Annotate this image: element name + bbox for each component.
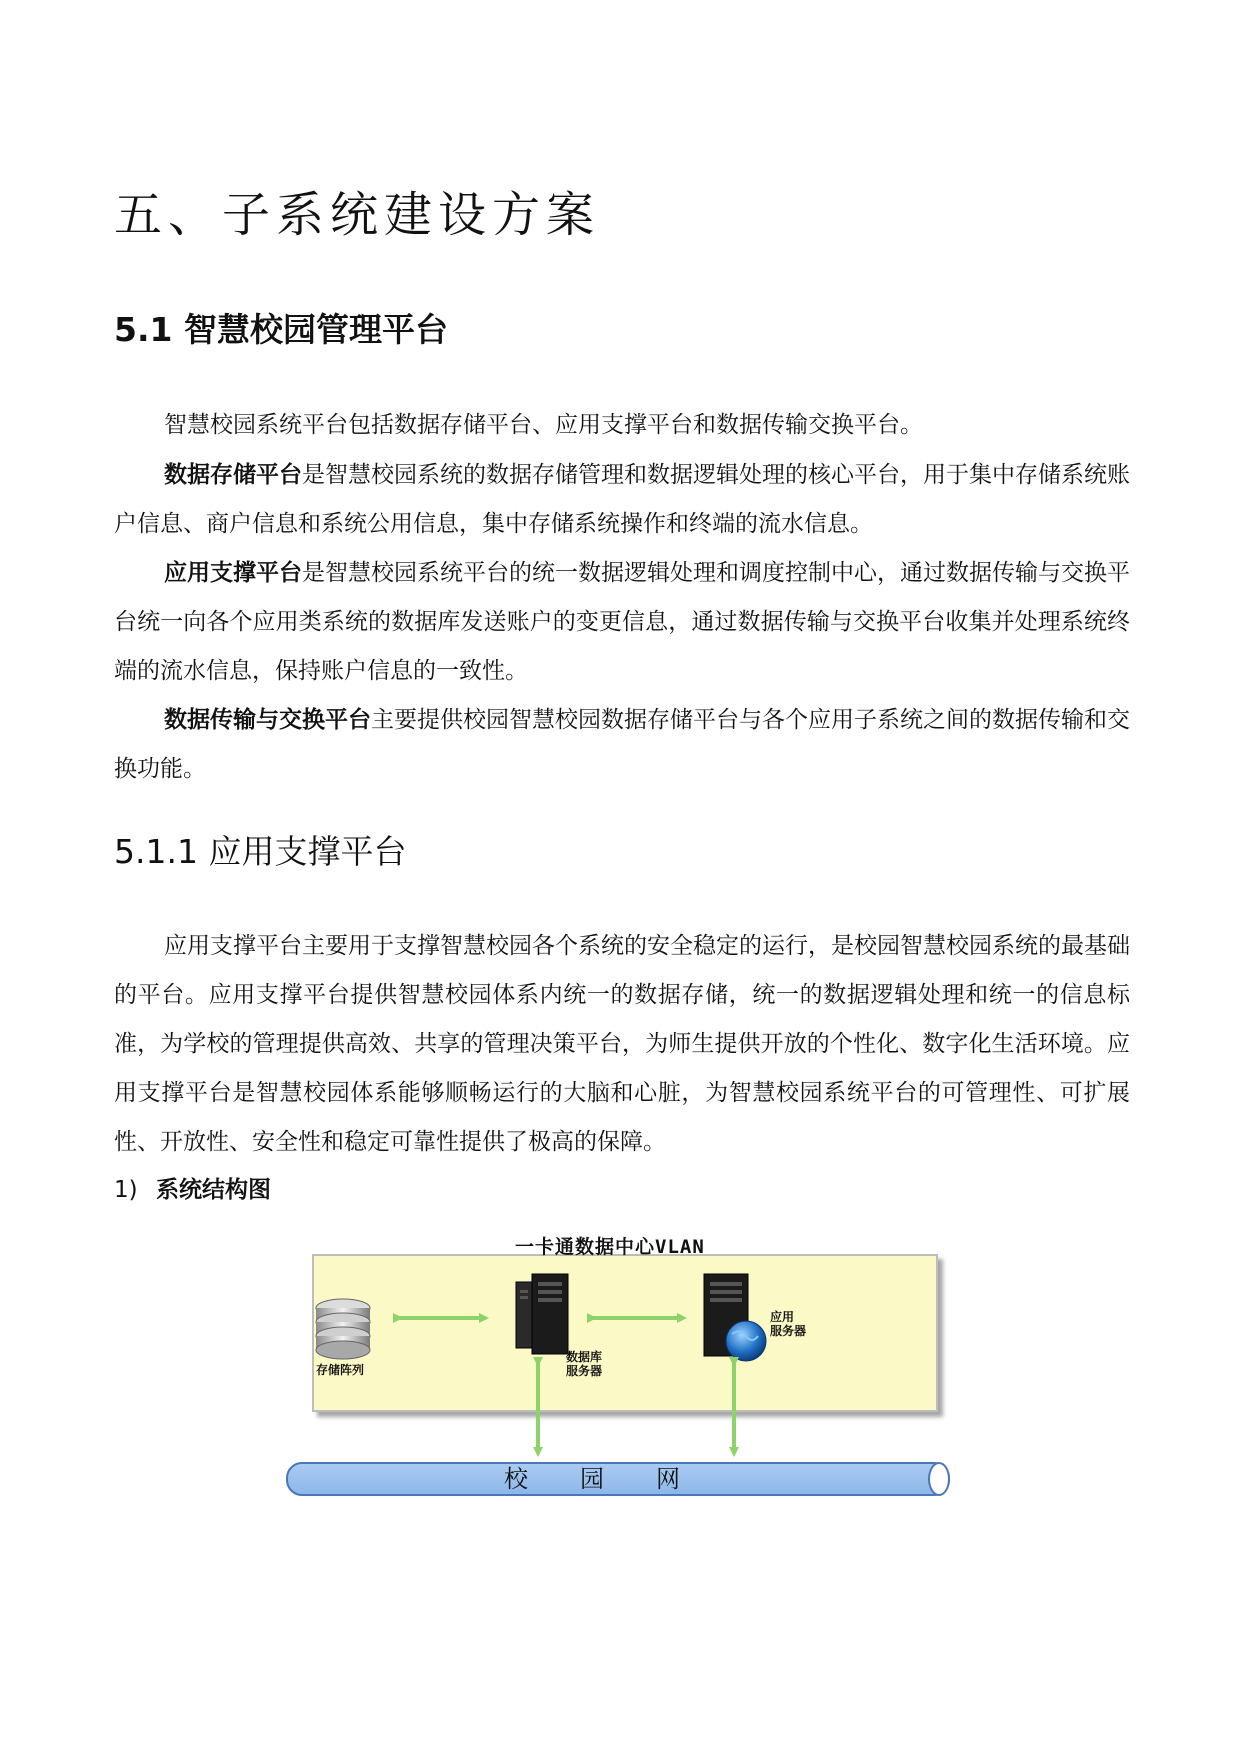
- app-server-label-line1: 应用: [770, 1310, 795, 1324]
- list-number: 1): [114, 1177, 138, 1203]
- paragraph-lead: 数据传输与交换平台: [164, 706, 371, 733]
- campus-network-pipe: [286, 1462, 950, 1496]
- db-server-label-line1: 数据库: [566, 1350, 603, 1364]
- application-server-icon: [704, 1274, 766, 1361]
- app-server-label-line2: 服务器: [770, 1324, 807, 1338]
- storage-array-icon: [316, 1299, 370, 1359]
- paragraph-text: 是智慧校园系统平台的统一数据逻辑处理和调度控制中心，通过数据传输与交换平台统一向各个应用类系统的数据库发送账户的变更信息，通过数据传输与交换平台收集并处理系统终端的流水信息，保持账户信息的一致性。: [114, 560, 1130, 684]
- database-server-icon: [516, 1274, 568, 1354]
- section-intro: 智慧校园系统平台包括数据存储平台、应用支撑平台和数据传输交换平台。: [164, 412, 923, 438]
- paragraph-app-support: [114, 548, 1130, 696]
- list-item-structure: [114, 1168, 271, 1212]
- paragraph-lead: 应用支撑平台: [164, 559, 302, 586]
- pipe-end-cap: [928, 1462, 950, 1496]
- system-structure-diagram: [280, 1230, 970, 1510]
- db-server-label-line2: 服务器: [566, 1364, 603, 1378]
- paragraph-text: 主要提供校园智慧校园数据存储平台与各个应用子系统之间的数据传输和交换功能。: [114, 707, 1130, 782]
- vlan-title: 一卡通数据中心VLAN: [515, 1236, 705, 1258]
- chapter-title: 五、子系统建设方案: [114, 187, 601, 243]
- paragraph-text: 是智慧校园系统的数据存储管理和数据逻辑处理的核心平台，用于集中存储系统账户信息、商户信息和系统公用信息，集中存储系统操作和终端的流水信息。: [114, 462, 1130, 537]
- paragraph-lead: 数据存储平台: [164, 461, 302, 488]
- storage-array-label: 存储阵列: [316, 1363, 365, 1377]
- campus-network-label: 校园网: [504, 1465, 732, 1493]
- paragraph-data-exchange: [114, 695, 1130, 794]
- subsection-title: 5.1.1 应用支撑平台: [114, 832, 407, 871]
- list-label: 系统结构图: [156, 1177, 271, 1203]
- subsection-body: 应用支撑平台主要用于支撑智慧校园各个系统的安全稳定的运行，是校园智慧校园系统的最基础的平台。应用支撑平台提供智慧校园体系内统一的数据存储，统一的数据逻辑处理和统一的信息标准，为学校的管理提供高效、共享的管理决策平台，为师生提供开放的个性化、数字化生活环境。应用支撑平台是智慧校园体系能够顺畅运行的大脑和心脏，为智慧校园系统平台的可管理性、可扩展性、开放性、安全性和稳定可靠性提供了极高的保障。: [114, 933, 1130, 1155]
- section-title: 5.1 智慧校园管理平台: [114, 310, 448, 349]
- paragraph-data-storage: [114, 450, 1130, 549]
